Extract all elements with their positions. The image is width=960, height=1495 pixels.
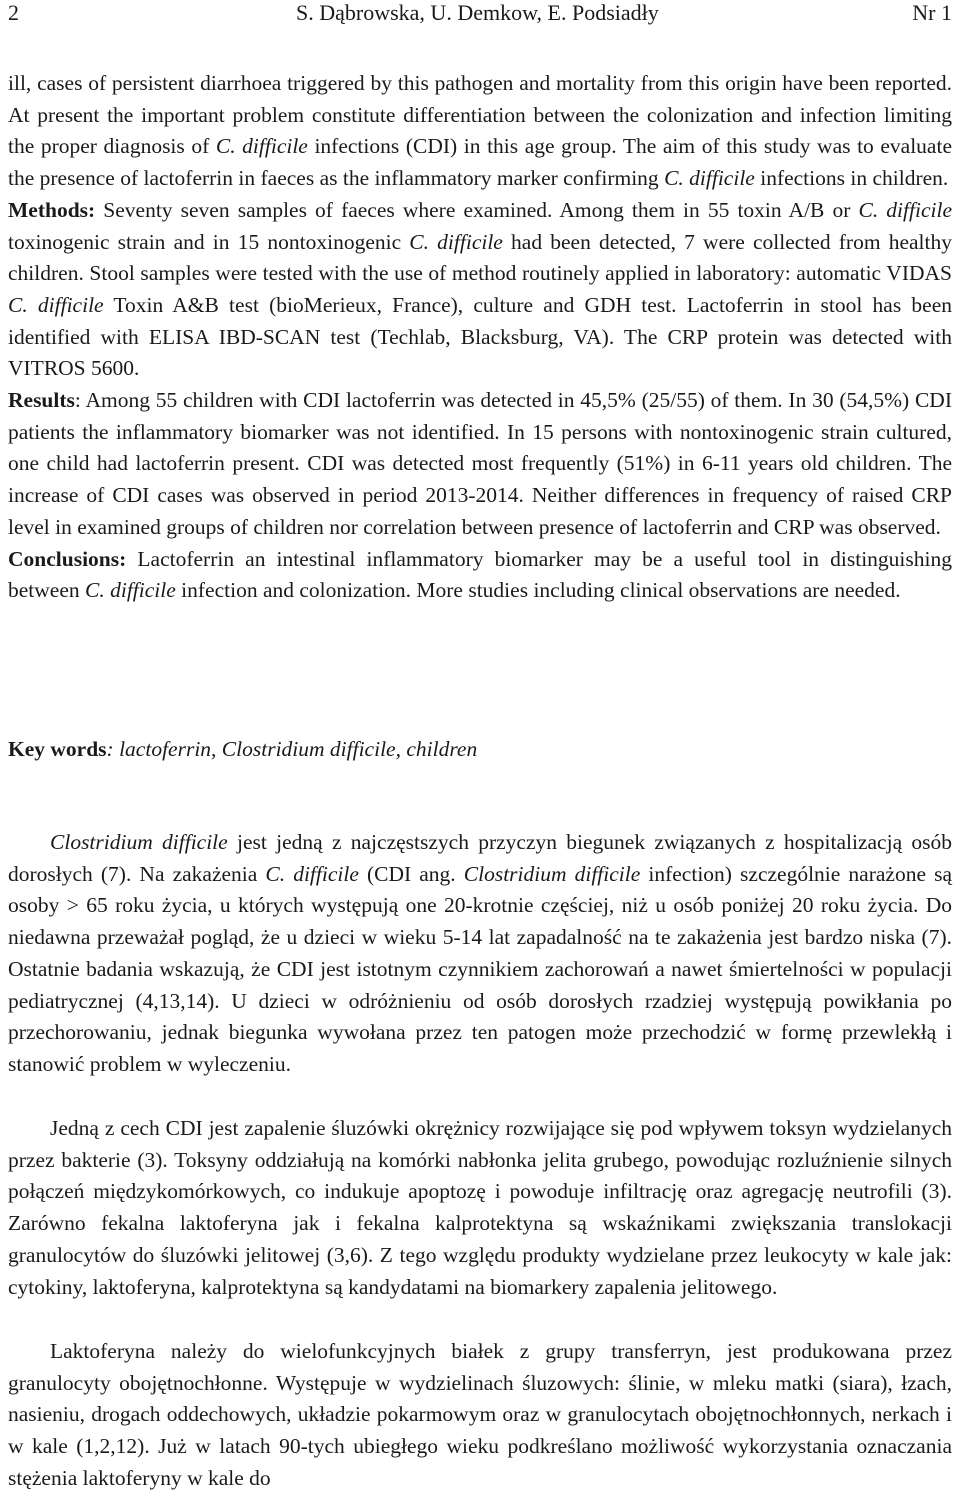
body-paragraph-3: Laktoferyna należy do wielofunkcyjnych białek z grupy transferryn, jest produkowana przez granulocyty obojętnochłonne. Występuje w wydzielinach śluzowych: ślinie, w mleku matki (siara), łzach, nasieniu, drogach oddechowych, układzie pokarmowym oraz w granulocytach obojętnochłonnych, nerkach i w kale (1,2,12). Już w latach 90-tych ubiegłego wieku podkreślano możliwość wykorzystania oznaczania stężenia laktoferyny w kale do xyxy=(8,1339,952,1490)
page-number: 2 xyxy=(8,0,19,25)
species-name: Clostridium difficile xyxy=(50,830,228,854)
running-authors: S. Dąbrowska, U. Demkow, E. Podsiadły xyxy=(296,0,659,25)
methods-text: Seventy seven samples of faeces where examined. Among them in 55 toxin A/B or xyxy=(95,197,859,222)
abstract-text: infections in children. xyxy=(754,166,949,191)
methods-label: Methods: xyxy=(8,197,96,222)
species-name: C. difficile xyxy=(85,578,176,603)
abstract-text: infections (CDI) in this age group. The aim of this study was to evaluate the presence of lactoferrin in faeces as the inflammatory marker confirming xyxy=(8,134,952,191)
keywords-label: Key words xyxy=(8,737,107,761)
species-name: C. difficile xyxy=(409,229,503,254)
species-name: C. difficile xyxy=(858,197,952,222)
methods-text: had been detected, 7 were collected from healthy children. Stool samples were tested with the use of method routinely applied in laboratory: automatic VIDAS xyxy=(8,229,952,286)
issue-number: Nr 1 xyxy=(912,0,952,25)
body-paragraph-2: Jedną z cech CDI jest zapalenie śluzówki okrężnicy rozwijające się pod wpływem toksyn wydzielanych przez bakterie (3). Toksyny oddziałują na komórki nabłonka jelita grubego, powodując rozluźnienie silnych połączeń międzykomórkowych, co indukuje apoptozę i powoduje infiltrację oraz agregację neutrofili (3). Zarówno fekalna laktoferyna jak i fekalna kalprotektyna są wskaźnikami zwiększania translokacji granulocytów do śluzówki jelitowej (3,6). Z tego względu produkty wydzielane przez leukocyty w kale jak: cytokiny, laktoferyna, kalprotektyna są kandydatami na biomarkery zapalenia jelitowego. xyxy=(8,1116,952,1299)
abstract-paragraph xyxy=(8,68,952,607)
conclusions-label: Conclusions: xyxy=(8,546,127,571)
conclusions-text: Lactoferrin an intestinal inflammatory biomarker may be a useful tool in distinguishing between xyxy=(8,546,952,603)
species-name: Clostridium difficile xyxy=(463,861,641,886)
body-paragraph-1 xyxy=(8,827,952,1081)
species-name: C. difficile xyxy=(215,134,308,159)
body-text: (CDI ang. xyxy=(358,861,464,886)
species-name: C. difficile xyxy=(265,861,359,886)
methods-text: toxinogenic strain and in 15 nontoxinogenic xyxy=(8,229,410,254)
body-text: infection) szczególnie narażone są osoby > 65 roku życia, u których występują one 20-krotnie częściej, niż u osób poniżej 20 roku życia. Do niedawna przeważał pogląd, że u dzieci w wieku 5-14 lat zapadalność na te zakażenia jest bardzo niska (7). Ostatnie badania wskazują, że CDI jest istotnym czynnikiem zachorowań a nawet śmiertelności w populacji pediatrycznej (4,13,14). U dzieci w odróżnieniu od osób dorosłych rzadziej występują powikłania po przechorowaniu, jednak biegunka wywołana przez ten patogen może przechodzić w formę przewlekłą i stanowić problem w wyleczeniu. xyxy=(8,861,952,1076)
conclusions-text: infection and colonization. More studies including clinical observations are needed. xyxy=(175,578,901,603)
results-label: Results xyxy=(8,388,75,413)
species-name: C. difficile xyxy=(664,166,755,191)
results-text: : Among 55 children with CDI lactoferrin was detected in 45,5% (25/55) of them. In 30 (54,5%) CDI patients the inflammatory biomarker was not identified. In 15 persons with nontoxinogenic strain cultured, one child had lactoferrin present. CDI was detected most frequently (51%) in 6-11 years old children. The increase of CDI cases was observed in period 2013-2014. Neither differences in frequency of raised CRP level in examined groups of children nor correlation between presence of lactoferrin and CRP was observed. xyxy=(8,388,952,539)
body-text: jest jedną z najczęstszych przyczyn biegunek związanych z hospitalizacją osób dorosłych (7). Na zakażenia xyxy=(8,830,953,886)
keywords-value: : lactoferrin, Clostridium difficile, children xyxy=(106,737,478,761)
abstract-text: ill, cases of persistent diarrhoea triggered by this pathogen and mortality from this origin have been reported. At present the important problem constitute differentiation between the colonization and infection limiting the proper diagnosis of xyxy=(8,71,952,159)
running-header xyxy=(8,0,952,26)
keywords-line xyxy=(8,734,952,766)
species-name: C. difficile xyxy=(8,292,104,317)
methods-text: Toxin A&B test (bioMerieux, France), culture and GDH test. Lactoferrin in stool has been identified with ELISA IBD-SCAN test (Techlab, Blacksburg, VA). The CRP protein was detected with VITROS 5600. xyxy=(8,292,952,381)
